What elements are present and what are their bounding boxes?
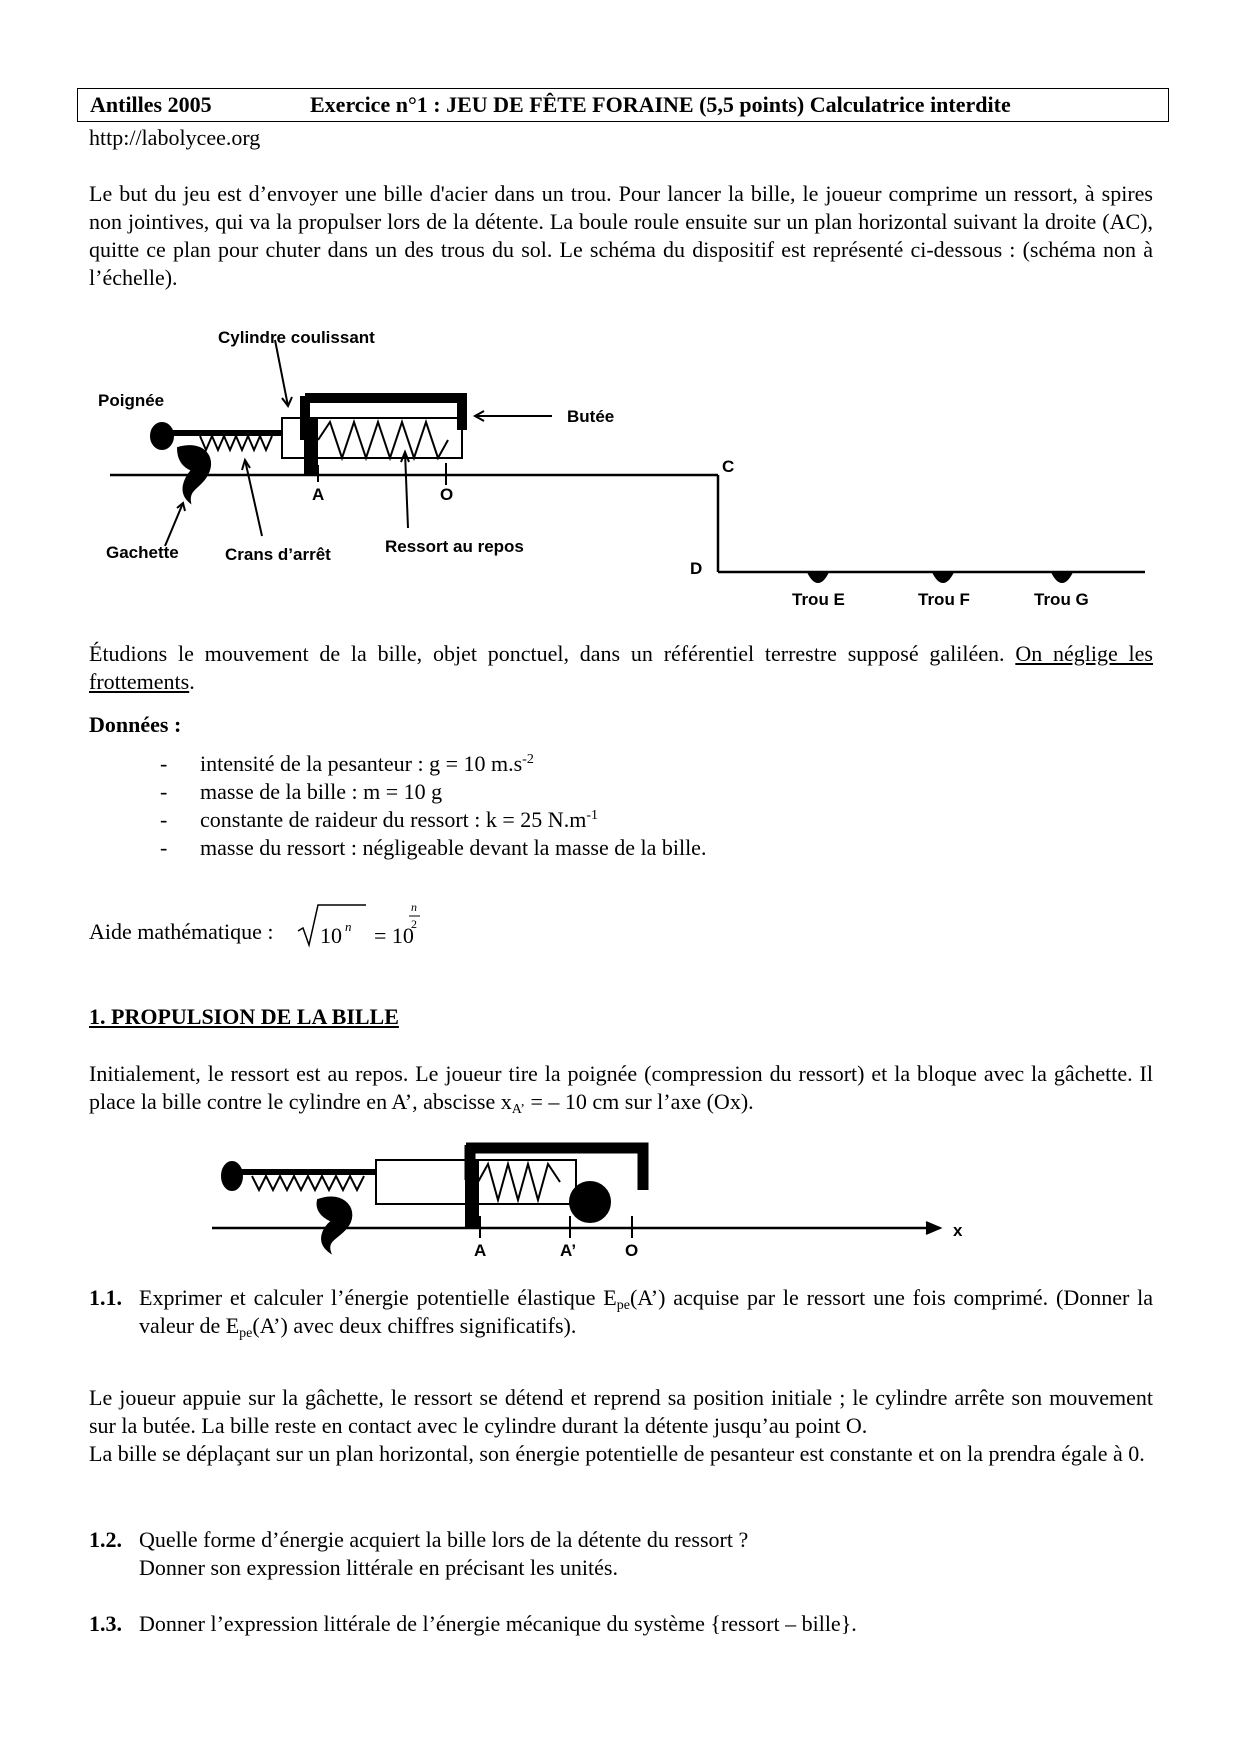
- label-trou-g: Trou G: [1034, 590, 1089, 609]
- source-url[interactable]: http://labolycee.org: [89, 125, 261, 150]
- math-formula: [296, 895, 446, 955]
- compressed-spring-diagram: [0, 1130, 1240, 1260]
- label-cylindre: Cylindre coulissant: [218, 328, 375, 347]
- label-x-axis: x: [953, 1221, 963, 1240]
- svg-text:2: 2: [411, 917, 417, 931]
- label-A: A: [312, 485, 325, 504]
- svg-text:10: 10: [320, 923, 342, 948]
- label-C: C: [722, 457, 735, 476]
- question-1-2: 1.2. Quelle forme d’énergie acquiert la bille lors de la détente du ressort ? Donner son expression littérale en précisant les unités.: [89, 1527, 749, 1580]
- label-O: O: [625, 1241, 639, 1260]
- label-trou-e: Trou E: [792, 590, 845, 609]
- label-O: O: [440, 485, 454, 504]
- intro-paragraph: Le but du jeu est d’envoyer une bille d'acier dans un trou. Pour lancer la bille, le joueur comprime un ressort, à spires non jointives, qui va la propulser lors de la détente. La boule roule ensuite sur un plan horizontal suivant la droite (AC), quitte ce plan pour chuter dans un des trous du sol. Le schéma du dispositif est représenté ci-dessous : (schéma non à l’échelle).: [89, 181, 1153, 290]
- header-title: Exercice n°1 : JEU DE FÊTE FORAINE (5,5 points) Calculatrice interdite: [310, 92, 1011, 117]
- header-source: Antilles 2005: [90, 92, 212, 117]
- svg-text:= 10: = 10: [374, 923, 414, 948]
- label-ressort: Ressort au repos: [385, 537, 524, 556]
- label-A: A: [474, 1241, 487, 1260]
- question-1-3: 1.3. Donner l’expression littérale de l’énergie mécanique du système {ressort – bille}.: [89, 1611, 857, 1636]
- label-crans: Crans d’arrêt: [225, 545, 331, 564]
- label-poignee: Poignée: [98, 391, 165, 410]
- detente-paragraph: Le joueur appuie sur la gâchette, le ressort se détend et reprend sa position initiale ; le cylindre arrête son mouvement sur la butée. La bille reste en contact avec le cylindre durant la détente jusqu’au point O. La bille se déplaçant sur un plan horizontal, son énergie potentielle de pesanteur est constante et on la prendra égale à 0.: [89, 1385, 1153, 1466]
- label-gachette: Gachette: [106, 543, 179, 562]
- label-butee: Butée: [567, 407, 615, 426]
- section-1-title: 1. PROPULSION DE LA BILLE: [89, 1004, 399, 1029]
- document-page: Antilles 2005 Exercice n°1 : JEU DE FÊTE FORAINE (5,5 points) Calculatrice interdite http://labolycee.org Le but du jeu est d’envoyer une bille d'acier dans un trou. Pour lancer la bille, le joueur comprime un ressort, à spires non jointives, qui va la propulser lors de la détente. La boule roule ensuite sur un plan horizontal suivant la droite (AC), quitte ce plan pour chuter dans un des trous du sol. Le schéma du dispositif est représenté ci-dessous : (schéma non à l’échelle). Cylindre coulissant Poignée Butée Gachette Crans d’arrêt Ressort au repos A O C D Trou E Trou F Trou G Étudions le mouvement de la bille, objet ponctuel, dans un référentiel terrestre supposé galiléen. On néglige les frottements. Données : - intensité de la pesanteur : g = 10 $m.s^{-2}$ - masse de la bille : m = 10 g - constante de raideur du ressort : k = 25 $N.m^{-1}$ - masse du ressort : négligeable devant la masse de la bille. Aide mathématique : 10 n = 10 n 2 1. PROPULSION DE LA BILLE Initialement, le ressort est au repos. Le joueur tire la poignée (compression du ressort) et la bloque avec la gâchette. Il place la bille contre le cylindre en A’, abscisse $x_{A’}$ = – 10 cm sur l’axe (Ox). A A’ O x 1.1. Exprimer et calculer l’énergie potentielle élastique $E_{pe}(A’)$ acquise par le ressort une fois comprimé. (Donner la valeur de $E_{pe}(A’)$ avec deux chiffres significatifs). Le joueur appuie sur la gâchette, le ressort se détend et reprend sa position initiale ; le cylindre arrête son mouvement sur la butée. La bille reste en contact avec le cylindre durant la détente jusqu’au point O. La bille se déplaçant sur un plan horizontal, son énergie potentielle de pesanteur est constante et on la prendra égale à 0. 1.2. Quelle forme d’énergie acquiert la bille lors de la détente du ressort ? Donner son expression littérale en précisant les unités. 1.3. Donner l’expression littérale de l’énergie mécanique du système {ressort – bille}.: [0, 0, 1240, 1755]
- svg-text:n: n: [345, 919, 352, 934]
- exercise-header: [77, 88, 1169, 122]
- label-trou-f: Trou F: [918, 590, 970, 609]
- aide-label: Aide mathématique :: [89, 919, 274, 944]
- question-1-1: 1.1. Exprimer et calculer l’énergie potentielle élastique $E_{pe}(A’)$ acquise par le ressort une fois comprimé. (Donner la valeur de $E_{pe}(A’)$ avec deux chiffres significatifs).: [89, 1285, 1154, 1341]
- label-A-prime: A’: [560, 1241, 577, 1260]
- study-paragraph: Étudions le mouvement de la bille, objet ponctuel, dans un référentiel terrestre supposé galiléen. On néglige les frottements.: [89, 641, 1153, 694]
- label-D: D: [690, 559, 703, 578]
- donnees-title: Données :: [89, 712, 182, 737]
- svg-text:n: n: [411, 900, 417, 914]
- section-1-paragraph: Initialement, le ressort est au repos. Le joueur tire la poignée (compression du ressort) et la bloque avec la gâchette. Il place la bille contre le cylindre en A’, abscisse $x_{A’}$ = – 10 cm sur l’axe (Ox).: [89, 1061, 1153, 1117]
- device-diagram: [0, 300, 1240, 620]
